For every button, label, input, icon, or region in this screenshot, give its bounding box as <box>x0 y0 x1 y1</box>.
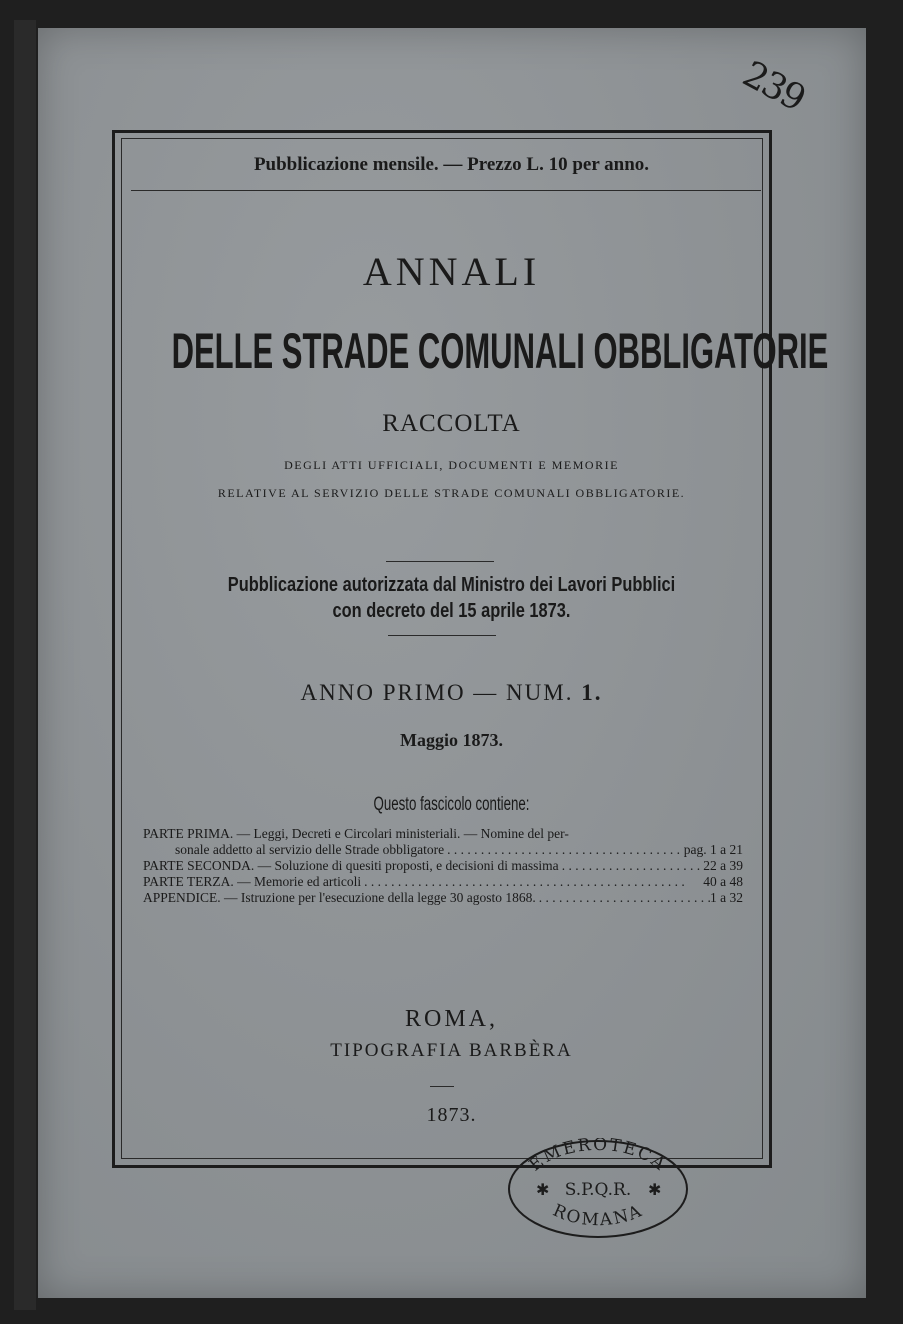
raccolta-heading: RACCOLTA <box>382 410 521 437</box>
publication-header: Pubblicazione mensile. — Prezzo L. 10 per anno. <box>253 154 650 175</box>
stamp-star-left: ✱ <box>536 1180 550 1199</box>
library-stamp <box>506 1138 690 1240</box>
table-of-contents <box>143 826 743 906</box>
toc-leader <box>559 858 704 874</box>
toc-text: sonale addetto al servizio delle Strade obbligatore <box>175 842 445 857</box>
toc-pages: pag. 1 a 21 <box>683 842 743 857</box>
toc-leader <box>536 890 710 906</box>
issue-num: 1. <box>581 680 603 705</box>
description-line-1: DEGLI ATTI UFFICIALI, DOCUMENTI E MEMORIE <box>284 458 619 472</box>
toc-leader <box>444 842 684 858</box>
stamp-bottom-text: ROMANA <box>549 1200 647 1231</box>
toc-text: PARTE SECONDA. — Soluzione di quesiti proposti, e decisioni di massima <box>143 858 559 873</box>
toc-pages: 1 a 32 <box>710 890 743 905</box>
divider-rule-bottom <box>388 635 496 636</box>
contents-heading: Questo fascicolo contiene: <box>373 794 530 815</box>
stamp-middle-text: S.P.Q.R. <box>564 1180 632 1200</box>
toc-leader <box>361 874 703 890</box>
toc-pages: 40 a 48 <box>703 874 743 889</box>
stamp-star-right: ✱ <box>648 1180 662 1199</box>
imprint-printer: TIPOGRAFIA BARBÈRA <box>330 1040 573 1061</box>
toc-row <box>143 826 743 842</box>
authorization-line-2: con decreto del 15 aprile 1873. <box>332 600 571 622</box>
imprint-city: ROMA, <box>404 1006 498 1032</box>
toc-row <box>143 890 743 906</box>
journal-title: ANNALI <box>362 249 541 294</box>
handwritten-page-number: 239 <box>736 53 811 120</box>
toc-row <box>143 874 743 890</box>
header-rule <box>131 190 761 191</box>
issue-date: Maggio 1873. <box>400 730 503 750</box>
journal-subtitle: DELLE STRADE COMUNALI OBBLIGATORIE <box>171 323 829 379</box>
toc-row <box>143 842 743 858</box>
toc-text: PARTE TERZA. — Memorie ed articoli <box>143 874 362 889</box>
toc-pages: 22 a 39 <box>703 858 743 873</box>
toc-text: APPENDICE. — Istruzione per l'esecuzione della legge 30 agosto 1868. <box>143 890 536 905</box>
divider-rule-top <box>386 561 494 562</box>
imprint-year: 1873. <box>426 1104 477 1126</box>
authorization-line-1: Pubblicazione autorizzata dal Ministro dei Lavori Pubblici <box>227 574 676 596</box>
issue-year-label: ANNO PRIMO — NUM. <box>300 680 574 705</box>
description-line-2: RELATIVE AL SERVIZIO DELLE STRADE COMUNALI OBBLIGATORIE. <box>217 486 686 500</box>
toc-row <box>143 858 743 874</box>
imprint-rule <box>430 1086 454 1087</box>
issue-number <box>0 680 903 706</box>
stamp-top-text: EMEROTECA <box>525 1138 671 1176</box>
toc-text: PARTE PRIMA. — Leggi, Decreti e Circolari ministeriali. — Nomine del per- <box>143 826 569 841</box>
